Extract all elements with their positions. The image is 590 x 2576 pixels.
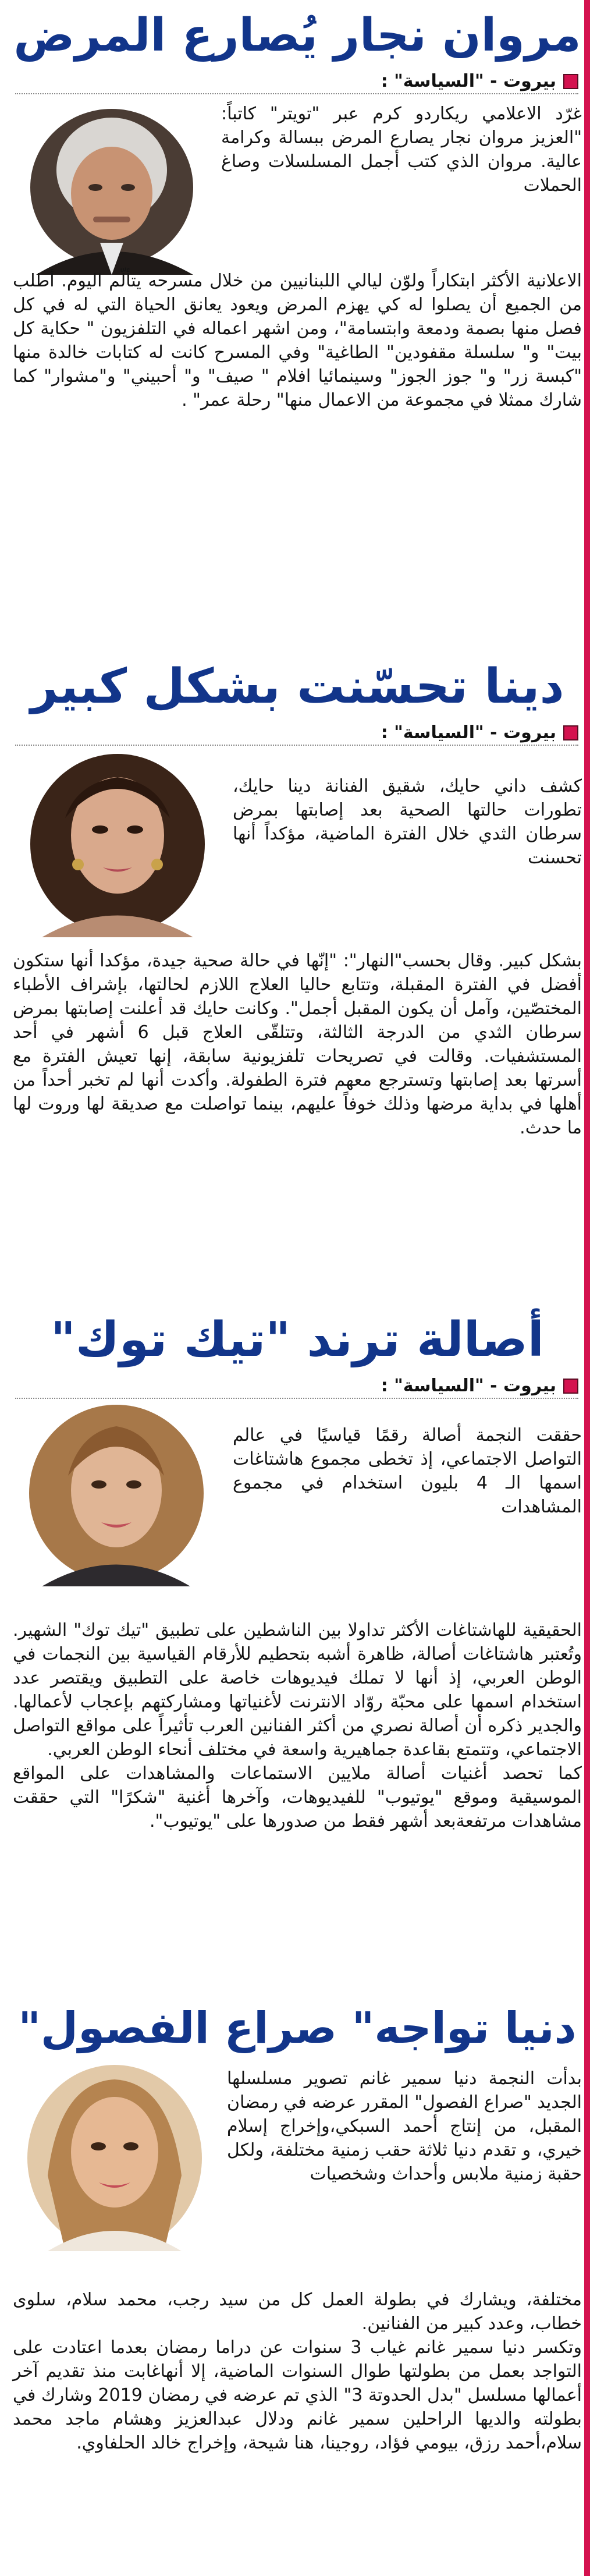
photo-donia [24, 2059, 205, 2251]
headline-assala: أصالة ترند "تيك توك" [51, 1312, 544, 1367]
body-assala: الحقيقية للهاشتاغات الأكثر تداولا بين الناشطين على تطبيق "تيك توك" الشهير. وتُعتبر هاشتاغات أصالة، ظاهرة أشبه بتحطيم للأرقام القياسية بين النجمات في الوطن العربي، إذ أنها لا تملك فيديوهات خاصة على التطبيق ويقتصر عدد استخدام اسمها على محبّة روّاد الانترنت لأغنياتها ومشاركتهم بإعجاب لأعمالها. والجدير ذكره أن أصالة نصري من أكثر الفنانين العرب تأثيراً على مواقع التواصل الاجتماعي، وتتمتع بقاعدة جماهيرية واسعة في مختلف أنحاء الوطن العربي. كما تحصد أغنيات أصالة ملايين الاستماعات والمشاهدات على المواقع الموسيقية وموقع "يوتيوب" للفيديوهات، وآخرها أغنية "شكرًا" التي حققت مشاهدات مرتفعةبعد أشهر فقط من صدورها على "يوتيوب". [13, 1620, 582, 1831]
headline-dina: دينا تحسّنت بشكل كبير [30, 659, 564, 714]
intro-donia: بدأت النجمة دنيا سمير غانم تصوير مسلسلها الجديد "صراع الفصول" المقرر عرضه في رمضان المقبل، من إنتاج أحمد السبكي،وإخراج إسلام خيري، و تقدم دنيا ثلاثة حقب زمنية مختلفة، ولكل حقبة زمنية ملابس وأحداث وشخصيات [227, 2068, 582, 2184]
photo-assala [24, 1400, 208, 1586]
byline [381, 722, 578, 743]
byline-text: بيروت - "السياسة" : [381, 71, 556, 91]
body-dina: بشكل كبير. وقال بحسب"النهار": "إنّها في حالة صحية جيدة، مؤكدا أنها ستكون أفضل في الفترة المقبلة، وتتابع حاليا العلاج اللازم لحالتها، بإشراف الأطباء المختصّين، وآمل أن يكون المقبل أجمل". وكانت حايك قد أعلنت إصابتها بمرض سرطان الثدي من الدرجة الثالثة، وتتلقّى العلاج قبل 6 أشهر في أحد المستشفيات. وقالت في تصريحات تلفزيونية سابقة، إنها تعيش الفترة مع أسرتها بعد إصابتها وتسترجع معهم فترة الطفولة. وأكدت أنها لم تخبر أحداً من أهلها في بداية مرضها وذلك خوفاً عليهم، بينما تواصلت مع صديقة لها وروت لها ما حدث. [13, 951, 582, 1138]
article-assala [13, 1313, 582, 1994]
intro-dina: كشف داني حايك، شقيق الفنانة دينا حايك، تطورات حالتها الصحية بعد إصابتها بمرض سرطان الثدي خلال الفترة الماضية، مؤكداً أنها تحسنت [233, 776, 582, 868]
body-donia: مختلفة، ويشارك في بطولة العمل كل من سيد رجب، محمد سلام، سلوى خطاب، وعدد كبير من الفنانين. وتكسر دنيا سمير غانم غياب 3 سنوات عن دراما رمضان بعدما اعتادت على التواجد بعمل من بطولتها طوال السنوات الماضية، إلا أنهاغابت منذ تقديم آخر أعمالها مسلسل "بدل الحدوتة 3" الذي تم عرضه في رمضان 2019 وشارك في بطولته والديها الراحلين سمير غانم ودلال عبدالعزيز وهشام ماجد محمد سلام،أحمد رزق، بيومي فؤاد، روجينا، هنا شيحة، وإخراج خالد الحلفاوي. [13, 2290, 582, 2453]
byline-row [15, 1374, 578, 1399]
photo-marwan [24, 100, 205, 275]
byline-text: بيروت - "السياسة" : [381, 1376, 556, 1396]
article-marwan [13, 0, 582, 655]
photo-dina [24, 748, 211, 937]
byline [381, 1376, 578, 1396]
portrait-woman-image [24, 2059, 205, 2251]
byline-row [15, 721, 578, 746]
body-marwan: الاعلانية الأكثر ابتكاراً ولوّن ليالي اللبنانيين من خلال مسرحه يتألّم اليوم. أطلب من الجميع أن يصلوا له كي يهزم المرض ويعود يعانق الحياة التي له في كل فصل منها بصمة ودمعة وابتسامة"، ومن اشهر اعماله في التلفزيون " حكاية كل بيت" و" سلسلة مقفودين" الطاغية" وفي المسرح كانت له كتابات خالدة منها "كبسة زر" و" جوز الجوز" وسينمائيا افلام " صيف" و" أحبيني" و"مشوار" كما شارك ممثلا في مجموعة من الاعمال منها" رحلة عمر" . [13, 271, 582, 410]
headline-marwan: مروان نجار يُصارع المرض [13, 9, 581, 62]
portrait-man-image [24, 100, 205, 275]
square-bullet-icon [563, 74, 578, 89]
intro-marwan: غرّد الاعلامي ريكاردو كرم عبر "تويتر" كاتباً: "العزيز مروان نجار يصارع المرض ببسالة وكرامة عالية. مروان الذي كتب أجمل المسلسلات وصاغ الحملات [221, 104, 582, 196]
headline-donia: دنيا تواجه" صراع الفصول" [18, 2003, 577, 2053]
portrait-woman-image [24, 1400, 208, 1586]
portrait-woman-image [24, 748, 211, 937]
square-bullet-icon [563, 725, 578, 740]
byline-row [15, 70, 578, 94]
article-dina [13, 655, 582, 1313]
intro-assala: حققت النجمة أصالة رقمًا قياسيًا في عالم التواصل الاجتماعي، إذ تخطى مجموع هاشتاغات اسمها الـ 4 بليون استخدام في مجموع المشاهدات [233, 1425, 582, 1517]
article-donia [13, 1994, 582, 2576]
page-side-rule [584, 0, 590, 2576]
square-bullet-icon [563, 1379, 578, 1394]
byline [381, 71, 578, 91]
byline-text: بيروت - "السياسة" : [381, 722, 556, 743]
